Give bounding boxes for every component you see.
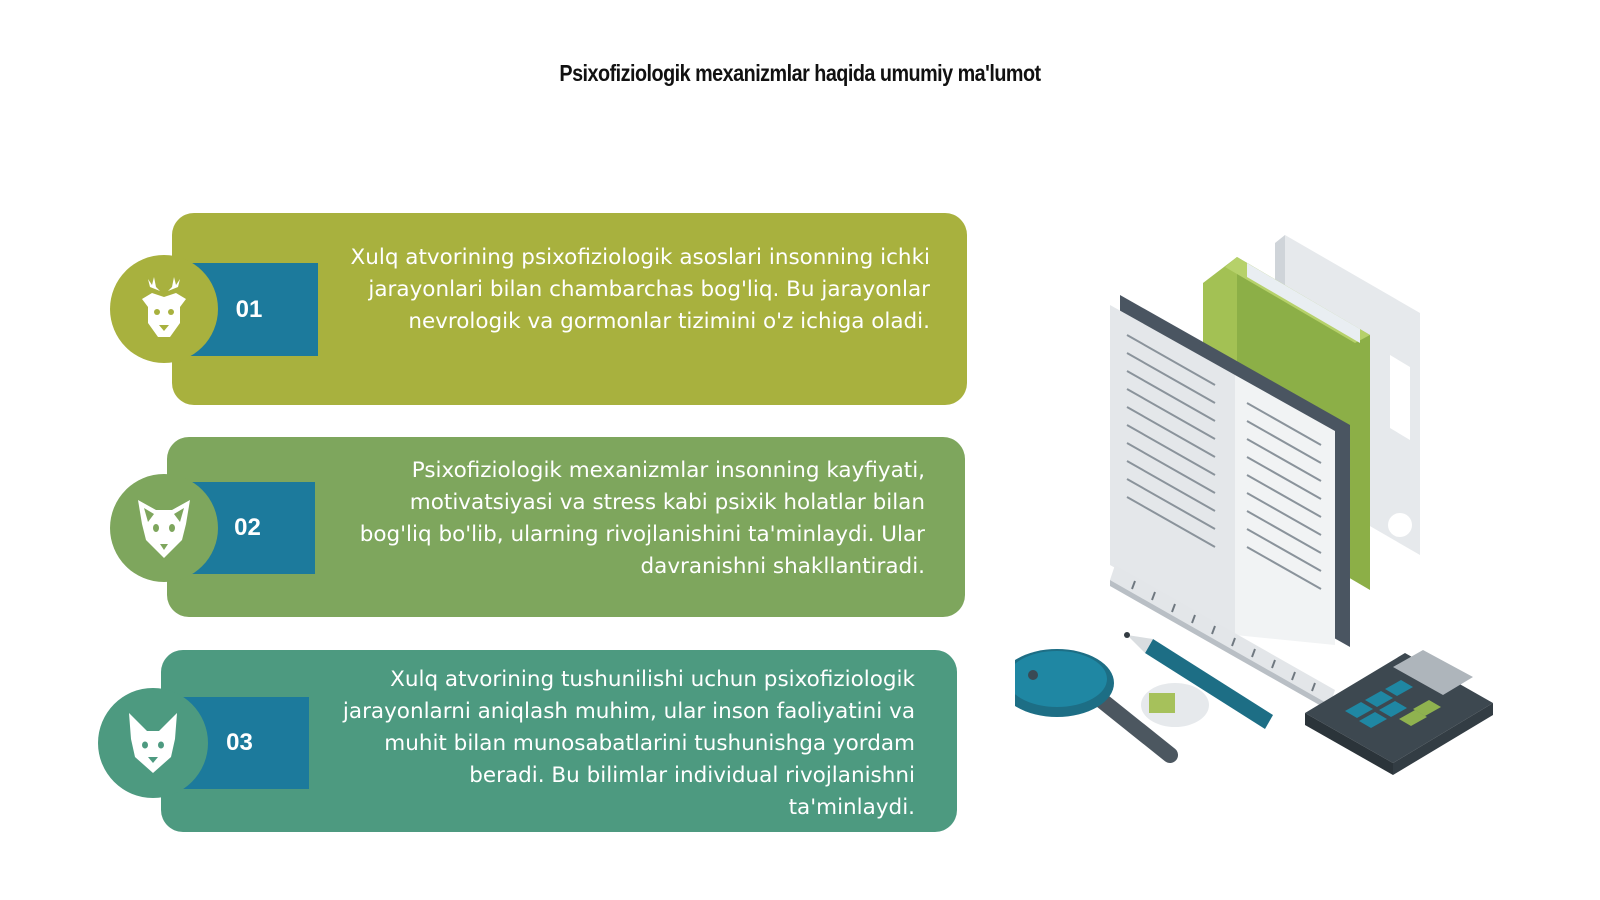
number-badge-2: 02 [180, 482, 315, 574]
number-badge-1: 01 [180, 263, 318, 356]
page-title: Psixofiziologik mexanizmlar haqida umumiy ma'lumot [559, 60, 1041, 86]
calculator-icon [1305, 650, 1493, 775]
fox-icon [130, 494, 198, 562]
info-card-text-3: Xulq atvorining tushunilishi uchun psixofiziologik jarayonlarni aniqlash muhim, ular inson faoliyatini va muhit bilan munosabatlarini tushunishga yordam beradi. Bu bilimlar individual rivojlanishni ta'minlaydi. [342, 667, 915, 820]
info-card-text-1: Xulq atvorining psixofiziologik asoslari insonning ichki jarayonlari bilan chambarchas bog'liq. Bu jarayonlar nevrologik va gormonlar tizimini o'z ichiga oladi. [350, 245, 930, 334]
deer-icon [130, 275, 198, 343]
number-badge-3: 03 [170, 697, 309, 789]
dog-icon [119, 709, 187, 777]
eraser-icon [1141, 683, 1209, 727]
office-supplies-illustration [1015, 235, 1530, 795]
info-card-text-2: Psixofiziologik mexanizmlar insonning kayfiyati, motivatsiyasi va stress kabi psixik holatlar bilan bog'liq bo'lib, ularning rivojlanishini ta'minlaydi. Ular davranishni shakllantiradi. [359, 458, 925, 579]
